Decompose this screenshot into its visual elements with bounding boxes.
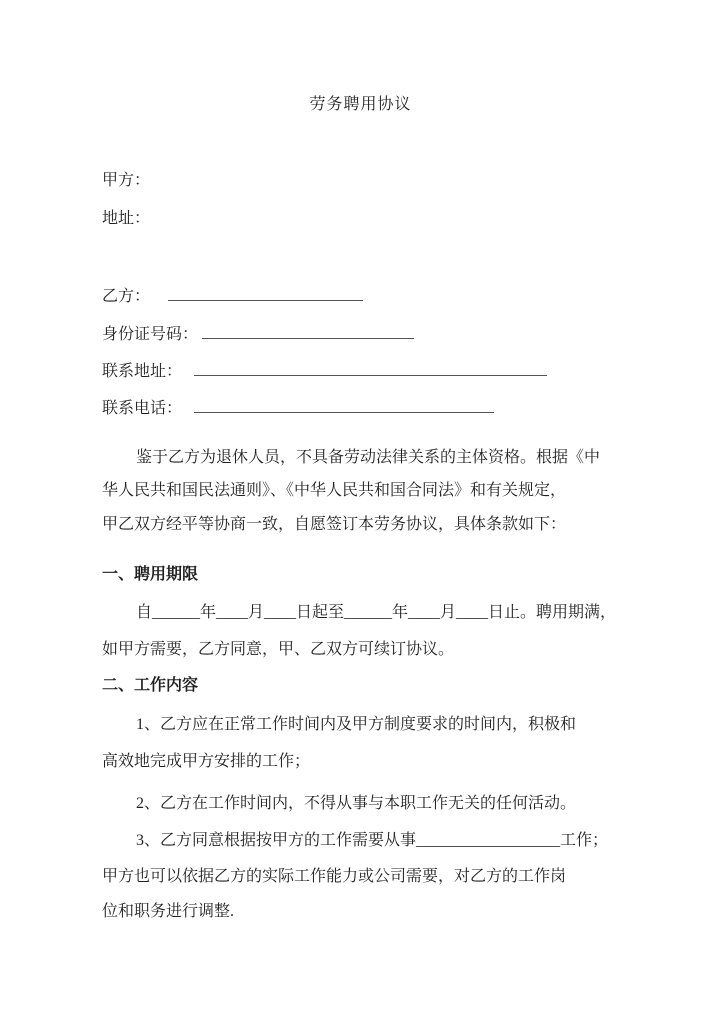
contact-address-row bbox=[102, 360, 547, 382]
contact-phone-label: 联系电话： bbox=[102, 400, 183, 417]
contact-address-label: 联系地址： bbox=[102, 363, 183, 380]
preamble-line-2: 华人民共和国民法通则》、《中华人民共和国合同法》和有关规定， bbox=[102, 482, 567, 499]
section-one-term-line: 自______年____月____日起至______年____月____日止。聘用期满， bbox=[136, 604, 617, 621]
section-two-heading: 二、工作内容 bbox=[102, 677, 199, 694]
preamble-line-1: 鉴于乙方为退休人员，不具备劳动法律关系的主体资格。根据《中 bbox=[136, 449, 601, 466]
party-a-address-label: 地址： bbox=[102, 210, 151, 227]
document-title: 劳务聘用协议 bbox=[309, 96, 412, 113]
party-b-name-blank bbox=[168, 285, 363, 301]
section-two-item3-line2: 甲方也可以依据乙方的实际工作能力或公司需要，对乙方的工作岗 bbox=[102, 868, 567, 885]
contact-phone-row bbox=[102, 397, 494, 419]
party-b-label: 乙方： bbox=[102, 288, 151, 305]
party-b-id-label: 身份证号码： bbox=[102, 326, 199, 343]
party-b-id-row bbox=[102, 323, 414, 345]
party-a-address-row bbox=[102, 209, 150, 229]
section-two-item1-line2: 高效地完成甲方安排的工作； bbox=[102, 753, 311, 770]
party-b-id-blank bbox=[202, 323, 414, 339]
section-two-item3-line1: 3、乙方同意根据按甲方的工作需要从事__________________工作； bbox=[136, 832, 609, 849]
contact-phone-blank bbox=[194, 397, 494, 413]
section-one-renewal-line: 如甲方需要，乙方同意，甲、乙双方可续订协议。 bbox=[102, 641, 455, 658]
contact-address-blank bbox=[194, 360, 547, 376]
section-one-heading: 一、聘用期限 bbox=[102, 566, 199, 583]
preamble-line-3: 甲乙双方经平等协商一致，自愿签订本劳务协议，具体条款如下： bbox=[102, 516, 567, 533]
party-a-row bbox=[102, 171, 150, 191]
party-a-label: 甲方： bbox=[102, 172, 151, 189]
section-two-item2-line1: 2、乙方在工作时间内，不得从事与本职工作无关的任何活动。 bbox=[136, 795, 577, 812]
section-two-item3-line3: 位和职务进行调整. bbox=[102, 903, 235, 920]
section-two-item1-line1: 1、乙方应在正常工作时间内及甲方制度要求的时间内，积极和 bbox=[136, 716, 577, 733]
party-b-row bbox=[102, 285, 363, 307]
